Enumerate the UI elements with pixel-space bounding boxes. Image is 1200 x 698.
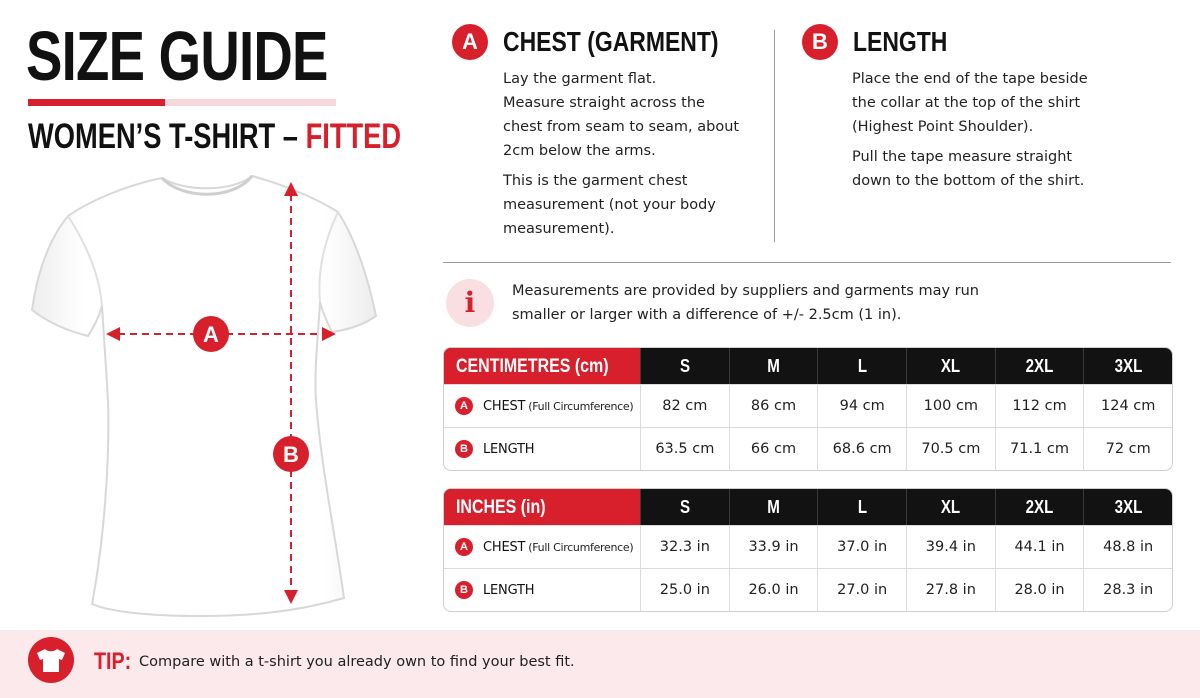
unit-header	[444, 348, 640, 384]
table-cell: 39.4 in	[906, 526, 995, 568]
chest-text-3: This is the garment chest measurement (not your body measurement).	[503, 173, 716, 237]
size-header	[1083, 348, 1172, 384]
page-title: SIZE GUIDE	[26, 17, 328, 95]
size-label: L	[857, 356, 867, 376]
table-row-chest	[444, 384, 1172, 427]
info-icon: i	[446, 279, 494, 327]
table-cell: 32.3 in	[640, 526, 729, 568]
marker-b-label: B	[283, 442, 299, 467]
chest-description	[503, 67, 743, 247]
size-label: S	[679, 356, 690, 376]
row-note: (Full Circumference)	[528, 399, 634, 413]
size-header	[995, 348, 1084, 384]
size-label: M	[767, 497, 780, 517]
info-text: Measurements are provided by suppliers and garments may run smaller or larger with a difference of +/- 2.5cm (1 in).	[512, 283, 979, 323]
size-label: XL	[941, 497, 961, 517]
row-name: LENGTH	[483, 441, 535, 457]
size-label: M	[767, 356, 780, 376]
unit-label: INCHES (in)	[456, 497, 546, 518]
size-header	[729, 489, 818, 525]
row-badge: A	[455, 397, 473, 415]
chest-badge: A	[452, 24, 488, 60]
table-cell: 27.0 in	[817, 569, 906, 611]
table-cell: 72 cm	[1083, 428, 1172, 470]
table-cell: 66 cm	[729, 428, 818, 470]
table-cell: 82 cm	[640, 385, 729, 427]
table-cell: 100 cm	[906, 385, 995, 427]
tshirt-icon	[28, 637, 74, 683]
size-header	[640, 348, 729, 384]
size-header	[906, 489, 995, 525]
table-cell: 26.0 in	[729, 569, 818, 611]
table-cell: 44.1 in	[995, 526, 1084, 568]
table-cell: 37.0 in	[817, 526, 906, 568]
table-cell: 27.8 in	[906, 569, 995, 611]
table-header	[444, 348, 1172, 384]
section-divider	[774, 30, 775, 242]
table-cell: 94 cm	[817, 385, 906, 427]
row-badge: A	[455, 538, 473, 556]
table-cell: 48.8 in	[1083, 526, 1172, 568]
table-cell: 71.1 cm	[995, 428, 1084, 470]
page-subtitle	[28, 116, 401, 158]
subtitle-main: WOMEN’S T-SHIRT –	[28, 117, 306, 156]
length-description	[852, 67, 1092, 199]
title-underline-accent	[28, 99, 165, 106]
table-cell: 124 cm	[1083, 385, 1172, 427]
size-table-in	[443, 488, 1173, 612]
size-label: L	[857, 497, 867, 517]
size-header	[640, 489, 729, 525]
table-cell: 28.0 in	[995, 569, 1084, 611]
row-label	[444, 526, 640, 568]
size-header	[817, 348, 906, 384]
length-text-1: Place the end of the tape beside the collar at the top of the shirt (Highest Point Shoulder).	[852, 71, 1088, 135]
row-name: CHEST	[483, 398, 526, 414]
size-label: 3XL	[1114, 356, 1143, 376]
tip-text: Compare with a t-shirt you already own to find your best fit.	[139, 654, 575, 670]
tshirt-illustration	[20, 160, 380, 620]
chest-text-1: Lay the garment flat.	[503, 71, 657, 87]
row-note: (Full Circumference)	[528, 540, 634, 554]
row-badge: B	[455, 440, 473, 458]
length-text-2: Pull the tape measure straight down to the bottom of the shirt.	[852, 149, 1085, 189]
table-cell: 112 cm	[995, 385, 1084, 427]
table-row-length	[444, 568, 1172, 611]
chest-title: CHEST (GARMENT)	[503, 26, 719, 57]
table-cell: 63.5 cm	[640, 428, 729, 470]
length-badge: B	[802, 24, 838, 60]
size-label: S	[679, 497, 690, 517]
tip-label: TIP:	[94, 648, 132, 675]
horizontal-divider	[443, 262, 1171, 263]
table-cell: 25.0 in	[640, 569, 729, 611]
table-cell: 86 cm	[729, 385, 818, 427]
size-label: 2XL	[1025, 497, 1054, 517]
row-label	[444, 385, 640, 427]
row-label	[444, 428, 640, 470]
size-label: 2XL	[1025, 356, 1054, 376]
chest-text-2: Measure straight across the chest from seam to seam, about 2cm below the arms.	[503, 95, 740, 159]
table-cell: 70.5 cm	[906, 428, 995, 470]
size-header	[995, 489, 1084, 525]
row-badge: B	[455, 581, 473, 599]
row-label	[444, 569, 640, 611]
table-cell: 68.6 cm	[817, 428, 906, 470]
unit-label: CENTIMETRES (cm)	[456, 356, 609, 377]
size-label: 3XL	[1114, 497, 1143, 517]
size-header	[729, 348, 818, 384]
size-label: XL	[941, 356, 961, 376]
size-header	[906, 348, 995, 384]
table-cell: 33.9 in	[729, 526, 818, 568]
row-name: LENGTH	[483, 582, 535, 598]
unit-header	[444, 489, 640, 525]
table-row-length	[444, 427, 1172, 470]
table-row-chest	[444, 525, 1172, 568]
size-header	[1083, 489, 1172, 525]
size-table-cm	[443, 347, 1173, 471]
table-cell: 28.3 in	[1083, 569, 1172, 611]
size-header	[817, 489, 906, 525]
marker-a-label: A	[203, 322, 219, 347]
subtitle-accent: FITTED	[305, 117, 402, 156]
length-title: LENGTH	[853, 26, 948, 57]
row-name: CHEST	[483, 539, 526, 555]
table-header	[444, 489, 1172, 525]
